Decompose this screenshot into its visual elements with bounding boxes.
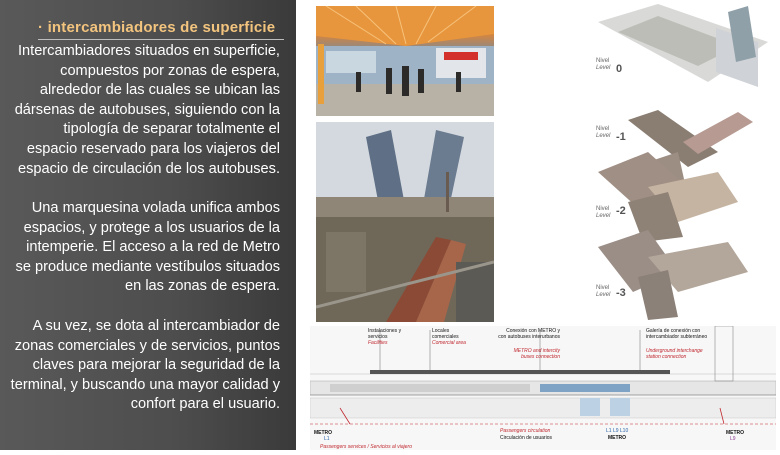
line-left-label: L1: [324, 436, 330, 442]
paragraph-1: Intercambiadores situados en superficie, compuestos por zonas de espera, alrededor de las cuales se ubican las dársenas de autobuses, siguiendo con la tipología de separar totalmente el espacio reservado para los viajeros del espacio de circulación de los autobuses.: [14, 43, 280, 177]
installations-label: Instalaciones y servicios: [368, 328, 402, 340]
cross-section: [310, 326, 776, 450]
galeria-en-label: Underground interchange station connection: [646, 348, 703, 360]
services-bottom-label: Passengers services / Servicios al viajero: [320, 444, 412, 450]
level-1-label: Nivel Level: [596, 126, 611, 139]
level-3-num: -3: [616, 287, 626, 299]
metro-mid-lines-label: L1 L9 L10: [606, 428, 629, 434]
interior-photo: [316, 6, 494, 116]
level-2-label: Nivel Level: [596, 206, 611, 219]
galeria-label: Galería de conexión con intercambiador subterráneo: [646, 328, 708, 340]
level-3-label: Nivel Level: [596, 285, 611, 298]
paragraph-2: Una marquesina volada unifica ambos espacios, y protege a los usuarios de la intemperie. El acceso a la red de Metro se produce mediante vestíbulos situados en las zonas de espera.: [15, 200, 280, 295]
section-title: · intercambiadores de superficie: [38, 19, 276, 36]
commercial-label: Comercial area: [432, 340, 466, 346]
text-panel: [0, 0, 296, 450]
level-0-num: 0: [616, 63, 623, 75]
metro-left-label: METRO: [314, 430, 333, 436]
conexion-label: Conexión con METRO y con autobuses interurbanos: [498, 328, 560, 340]
facilities-label: Facilities: [368, 340, 388, 346]
level-plans: [588, 2, 774, 322]
passengers-label: Passengers circulation: [500, 428, 551, 434]
level-2-num: -2: [616, 205, 626, 217]
locales-label: Locales comerciales: [432, 328, 459, 340]
circulacion-label: Circulación de usuarios: [500, 435, 552, 441]
title-rule: [38, 39, 284, 40]
figure-panel: [296, 0, 780, 450]
conexion-en-label: METRO and intercity buses connection: [513, 348, 560, 360]
line-right-label: L9: [730, 436, 736, 442]
aerial-photo: [316, 122, 494, 322]
level-1-num: -1: [616, 131, 626, 143]
level-0-label: Nivel Level: [596, 58, 611, 71]
metro-mid-label: METRO: [608, 435, 627, 441]
paragraph-3: A su vez, se dota al intercambiador de zonas comerciales y de servicios, puntos claves para mejorar la seguridad de la terminal, y buscando una mayor calidad y confort para el usuario.: [10, 318, 280, 413]
metro-right-label: METRO: [726, 430, 745, 436]
